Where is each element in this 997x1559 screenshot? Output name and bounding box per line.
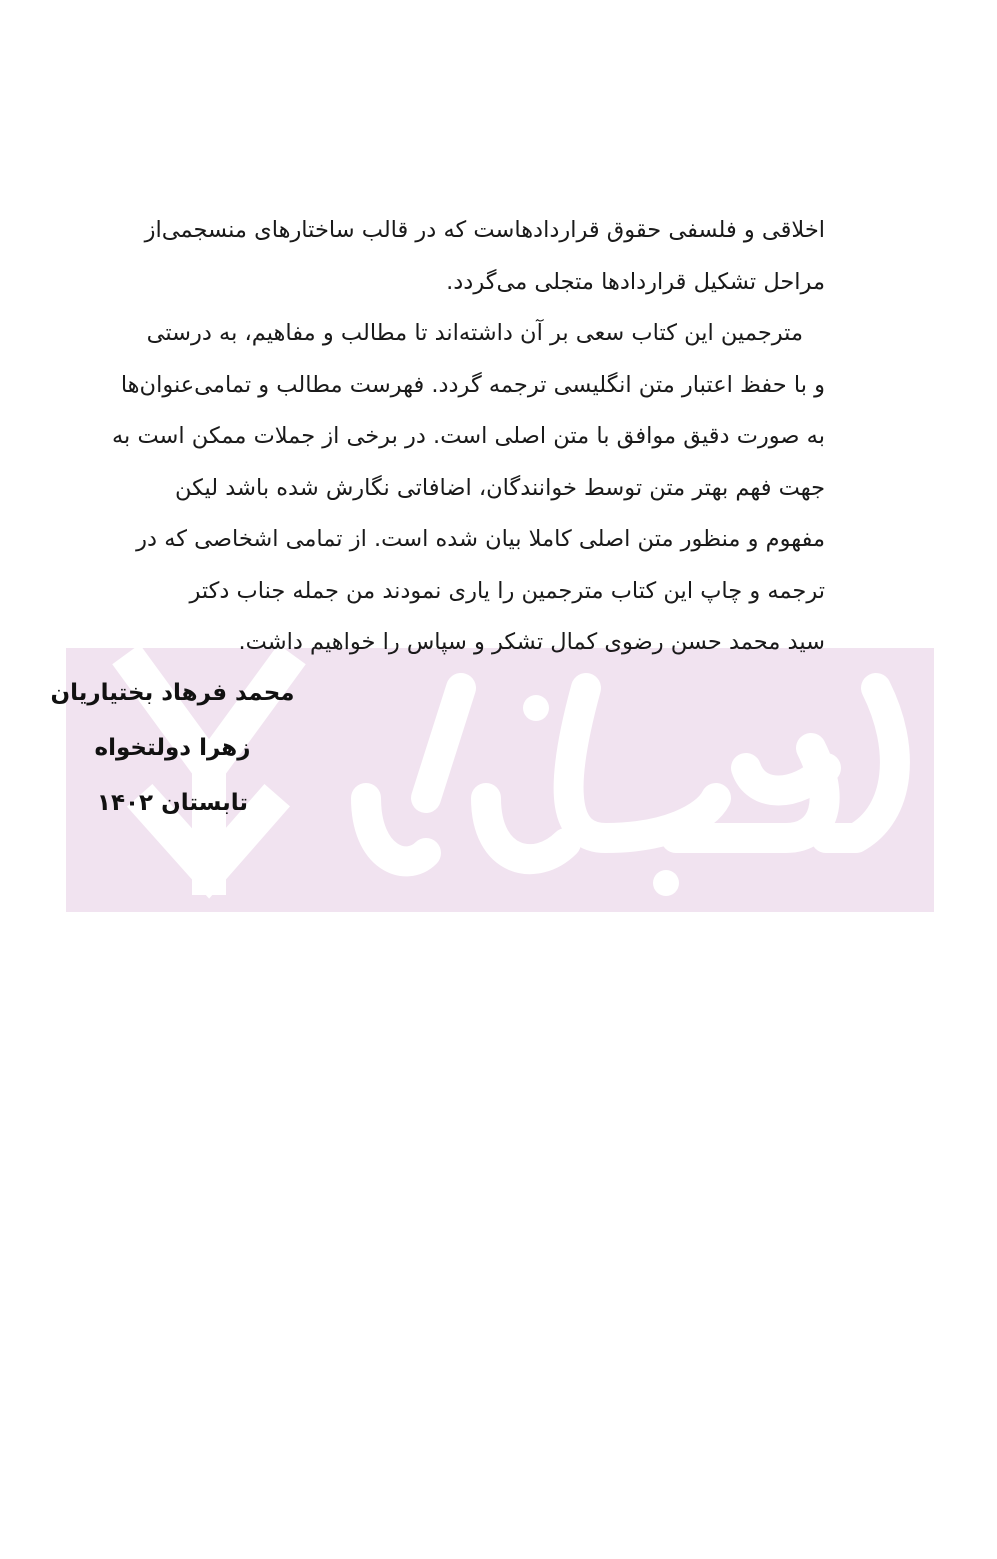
body-line: اخلاقی و فلسفی حقوق قراردادهاست که در قالب ساختارهای منسجمی‌از [144,217,825,243]
body-line: و با حفظ اعتبار متن انگلیسی ترجمه گردد. فهرست مطالب و تمامی‌عنوان‌ها [120,371,825,398]
body-paragraph [111,205,825,669]
body-line: مراحل تشکیل قراردادها متجلی می‌گردد. [446,268,825,295]
translator-name-1: محمد فرهاد بختیاریان [50,680,295,706]
signature-date: تابستان ۱۴۰۲ [96,790,249,816]
body-line: مفهوم و منظور متن اصلی کاملا بیان شده است. از تمامی اشخاصی که در [136,526,825,552]
body-line: به صورت دقیق موافق با متن اصلی است. در برخی از جملات ممکن است به [111,423,825,449]
body-line: مترجمین این کتاب سعی بر آن داشته‌اند تا مطالب و مفاهیم، به درستی [146,320,803,346]
body-line: ترجمه و چاپ این کتاب مترجمین را یاری نمودند من جمله جناب دکتر [189,577,825,604]
body-line: جهت فهم بهتر متن توسط خوانندگان، اضافاتی نگارش شده باشد لیکن [174,474,825,501]
translators-signature [40,666,305,831]
translator-name-2: زهرا دولتخواه [94,735,251,761]
body-line: سید محمد حسن رضوی کمال تشکر و سپاس را خواهیم داشت. [238,629,825,655]
